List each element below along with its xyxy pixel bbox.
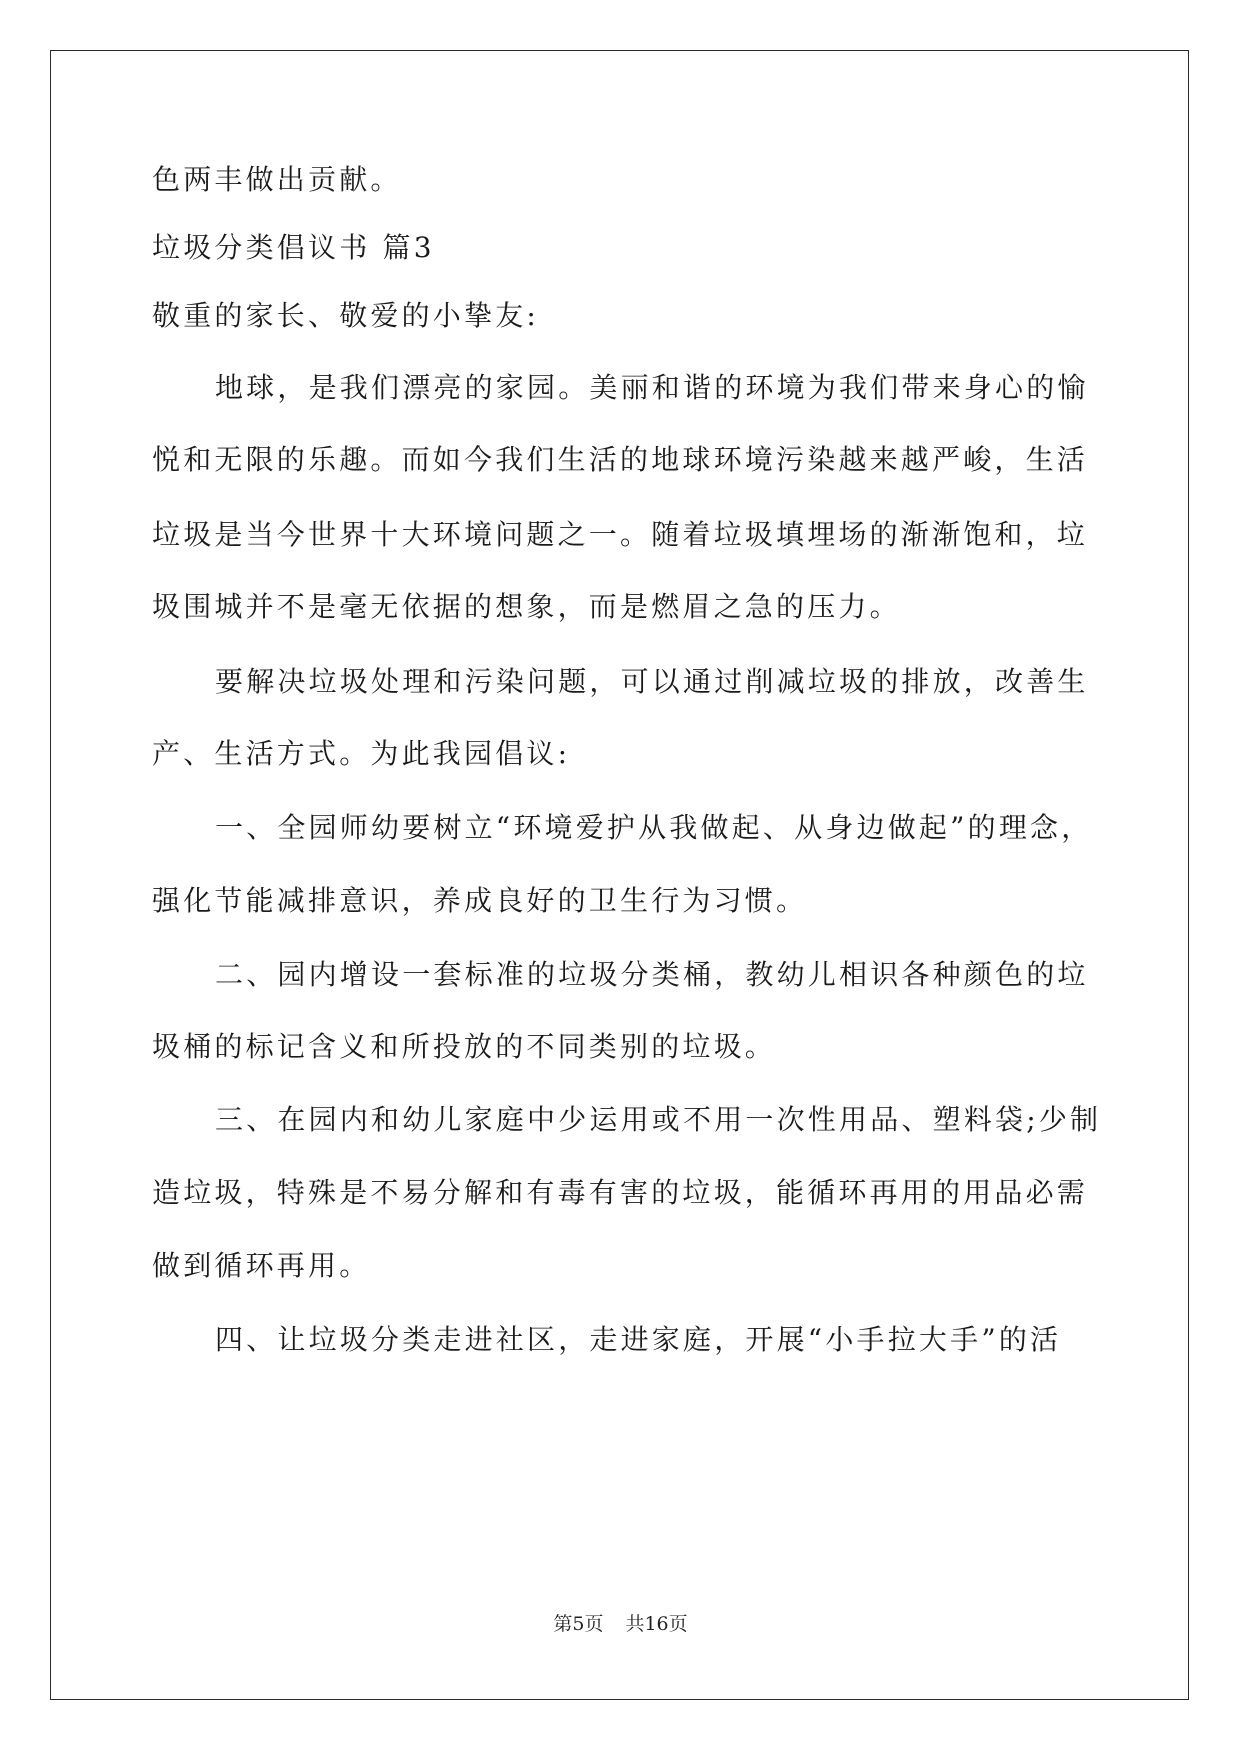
text-line: 一、全园师幼要树立“环境爱护从我做起、从身边做起”的理念， <box>215 811 1093 844</box>
text-line: 悦和无限的乐趣。而如今我们生活的地球环境污染越来越严峻，生活 <box>152 443 1089 476</box>
text-line: 做到循环再用。 <box>152 1249 371 1282</box>
section-heading: 垃圾分类倡议书 篇3 <box>152 231 435 264</box>
text-line: 四、让垃圾分类走进社区，走进家庭，开展“小手拉大手”的活 <box>215 1323 1062 1356</box>
text-line: 二、园内增设一套标准的垃圾分类桶，教幼儿相识各种颜色的垃 <box>215 958 1089 991</box>
salutation: 敬重的家长、敬爱的小挚友: <box>152 299 540 332</box>
text-line: 产、生活方式。为此我园倡议: <box>152 737 571 770</box>
text-line: 三、在园内和幼儿家庭中少运用或不用一次性用品、塑料袋;少制 <box>215 1103 1102 1136</box>
text-line: 要解决垃圾处理和污染问题，可以通过削减垃圾的排放，改善生 <box>215 665 1089 698</box>
text-line: 强化节能减排意识，养成良好的卫生行为习惯。 <box>152 884 808 917</box>
text-line: 地球，是我们漂亮的家园。美丽和谐的环境为我们带来身心的愉 <box>215 371 1089 404</box>
text-line: 色两丰做出贡献。 <box>152 163 402 196</box>
text-line: 圾围城并不是毫无依据的想象，而是燃眉之急的压力。 <box>152 590 901 623</box>
page-footer <box>0 1612 1241 1636</box>
text-line: 圾桶的标记含义和所投放的不同类别的垃圾。 <box>152 1030 777 1063</box>
text-line: 造垃圾，特殊是不易分解和有毒有害的垃圾，能循环再用的用品必需 <box>152 1176 1089 1209</box>
text-line: 垃圾是当今世界十大环境问题之一。随着垃圾填埋场的渐渐饱和，垃 <box>152 518 1089 551</box>
page-total: 共16页 <box>625 1613 688 1635</box>
page-number: 第5页 <box>553 1613 604 1635</box>
